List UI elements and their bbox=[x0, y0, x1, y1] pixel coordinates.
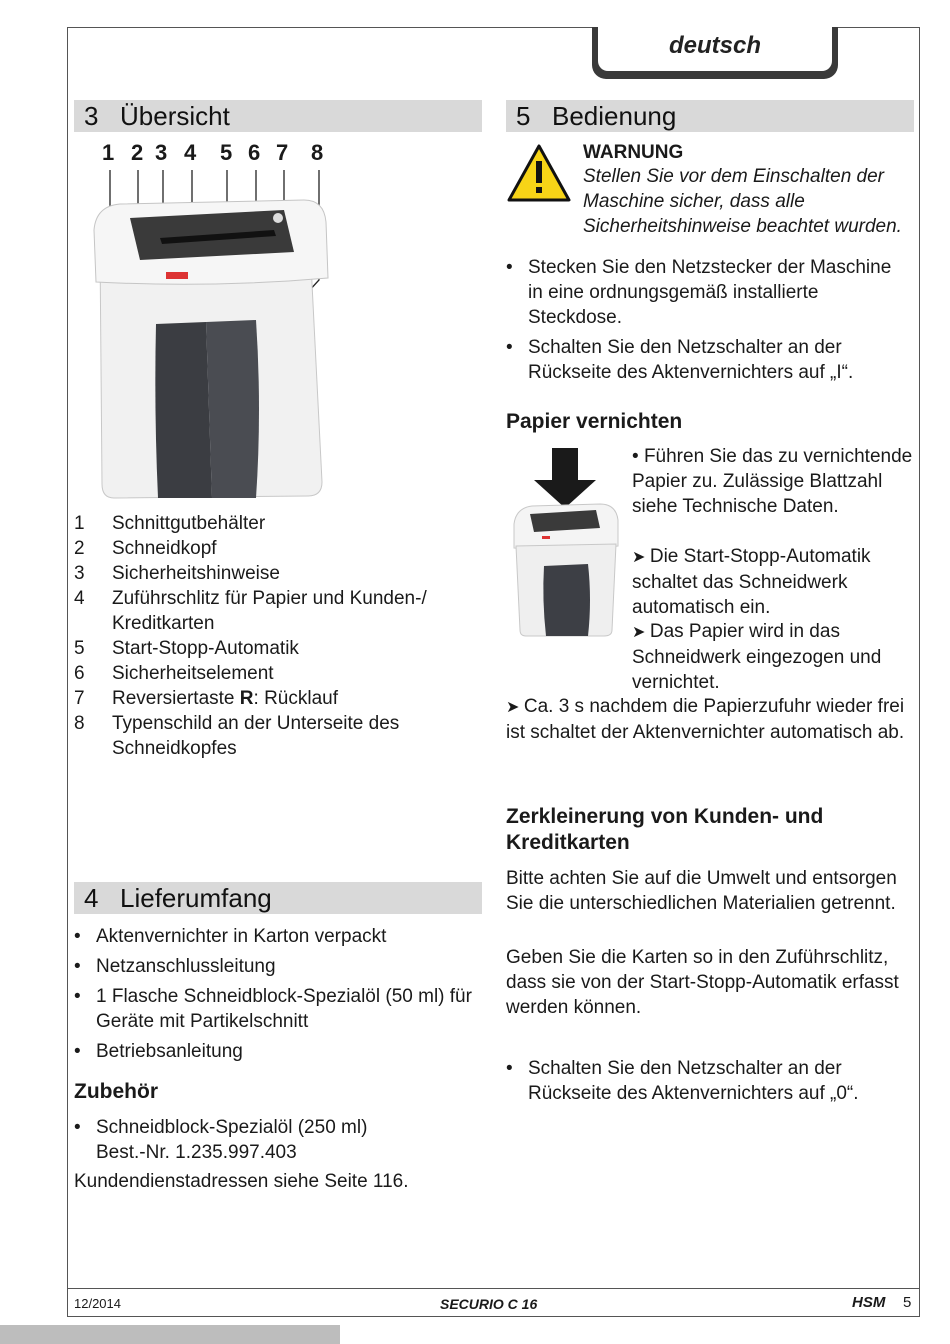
shredder-illustration bbox=[74, 160, 354, 500]
accessories-list bbox=[74, 1115, 404, 1170]
shred-result-2 bbox=[632, 619, 914, 695]
language-label: deutsch bbox=[598, 27, 832, 71]
shred-result-1-text: Die Start-Stopp-Automatik schaltet das Schneidwerk automatisch ein. bbox=[632, 546, 871, 618]
list-item bbox=[74, 561, 474, 586]
item-number: 4 bbox=[74, 588, 85, 609]
warning-label: WARNUNG bbox=[583, 142, 684, 163]
section-overview-heading bbox=[74, 100, 482, 132]
item-text: Schnittgutbehälter bbox=[112, 513, 266, 534]
item-text: Sicherheitshinweise bbox=[112, 563, 280, 584]
callout-2: 2 bbox=[131, 140, 144, 165]
item-number: 6 bbox=[74, 663, 85, 684]
list-item bbox=[74, 511, 474, 536]
arrow-right-icon: ➤ bbox=[506, 699, 524, 716]
list-item bbox=[74, 661, 474, 686]
list-item bbox=[74, 636, 474, 661]
item-number: 8 bbox=[74, 713, 85, 734]
list-item bbox=[74, 711, 474, 761]
footer-gray-bar bbox=[0, 1325, 340, 1344]
shred-step bbox=[632, 444, 914, 519]
shred-result-2-text: Das Papier wird in das Schneidwerk eingezogen und vernichtet. bbox=[632, 621, 882, 693]
list-item: • Betriebsanleitung bbox=[74, 1039, 484, 1064]
list-item: • Stecken Sie den Netzstecker der Maschine in eine ordnungsgemäß installierte Steckdose. bbox=[506, 255, 910, 330]
list-item: • 1 Flasche Schneidblock-Spezialöl (50 ml) für Geräte mit Partikelschnitt bbox=[74, 984, 484, 1034]
section-number: 4 bbox=[84, 883, 99, 913]
item-number: 7 bbox=[74, 688, 85, 709]
item-text-post: : Rücklauf bbox=[253, 688, 338, 709]
bullet-glyph: • bbox=[632, 446, 644, 467]
section-number: 3 bbox=[84, 101, 99, 131]
item-number: 5 bbox=[74, 638, 85, 659]
callout-3: 3 bbox=[155, 140, 168, 165]
shred-result-1 bbox=[632, 544, 914, 620]
section-title: Lieferumfang bbox=[120, 883, 272, 913]
cards-text-1: Bitte achten Sie auf die Umwelt und entsorgen Sie die unterschiedlichen Materialien getrennt. bbox=[506, 868, 897, 914]
arrow-right-icon: ➤ bbox=[632, 624, 650, 641]
warning-text: Stellen Sie vor dem Einschalten der Maschine sicher, dass alle Sicherheitshinweise beachtet wurden. bbox=[583, 166, 902, 237]
item-text-pre: Reversiertaste bbox=[112, 688, 240, 709]
cards-heading: Zerkleinerung von Kunden- und Kreditkarten bbox=[506, 805, 824, 854]
item-text: Schneidkopf bbox=[112, 538, 217, 559]
callout-4: 4 bbox=[184, 140, 197, 165]
list-item: • Aktenvernichter in Karton verpackt bbox=[74, 924, 484, 949]
list-item bbox=[74, 536, 474, 561]
list-item: • Netzanschlussleitung bbox=[74, 954, 484, 979]
shred-result-3 bbox=[506, 694, 914, 745]
arrow-right-icon: ➤ bbox=[632, 549, 650, 566]
accessories-heading: Zubehör bbox=[74, 1080, 158, 1103]
warning-icon bbox=[506, 143, 572, 203]
list-item bbox=[74, 586, 474, 636]
section-scope-heading bbox=[74, 882, 482, 914]
cards-text-2: Geben Sie die Karten so in den Zuführschlitz, dass sie von der Start-Stopp-Automatik erfasst werden können. bbox=[506, 947, 899, 1018]
shred-step-text: Führen Sie das zu vernichtende Papier zu. Zulässige Blattzahl siehe Technische Daten. bbox=[632, 446, 913, 517]
item-number: 2 bbox=[74, 538, 85, 559]
callout-6: 6 bbox=[248, 140, 261, 165]
scope-list bbox=[74, 924, 484, 1069]
item-text: Sicherheitselement bbox=[112, 663, 274, 684]
list-item: • Schalten Sie den Netzschalter an der Rückseite des Aktenvernichters auf „0“. bbox=[506, 1056, 910, 1106]
service-note: Kundendienstadressen siehe Seite 116. bbox=[74, 1171, 409, 1192]
item-text bbox=[112, 686, 338, 711]
off-step-list bbox=[506, 1056, 910, 1111]
section-title: Bedienung bbox=[552, 101, 677, 131]
callout-8: 8 bbox=[311, 140, 324, 165]
footer-brand-logo: HSM bbox=[852, 1294, 886, 1311]
item-number: 3 bbox=[74, 563, 85, 584]
list-item: • Schneidblock-Spezialöl (250 ml) Best.-Nr. 1.235.997.403 bbox=[74, 1115, 404, 1165]
callout-7: 7 bbox=[276, 140, 289, 165]
section-operation-heading bbox=[506, 100, 914, 132]
callout-5: 5 bbox=[220, 140, 233, 165]
list-item bbox=[74, 686, 474, 711]
shred-illustration bbox=[508, 444, 624, 638]
list-item: • Schalten Sie den Netzschalter an der Rückseite des Aktenvernichters auf „I“. bbox=[506, 335, 910, 385]
item-number: 1 bbox=[74, 513, 85, 534]
footer-divider bbox=[68, 1288, 920, 1289]
footer-date: 12/2014 bbox=[74, 1296, 121, 1311]
section-title: Übersicht bbox=[120, 101, 230, 131]
item-text: Typenschild an der Unterseite des Schneidkopfes bbox=[112, 713, 400, 759]
footer-model: SECURIO C 16 bbox=[440, 1296, 538, 1312]
item-text: Start-Stopp-Automatik bbox=[112, 638, 299, 659]
page-number: 5 bbox=[903, 1294, 912, 1311]
item-text: Zuführschlitz für Papier und Kunden-/ Kreditkarten bbox=[112, 588, 427, 634]
section-number: 5 bbox=[516, 101, 531, 131]
item-text-bold: R bbox=[239, 688, 254, 709]
shred-heading: Papier vernichten bbox=[506, 410, 683, 433]
callout-1: 1 bbox=[102, 140, 115, 165]
overview-list bbox=[74, 511, 474, 761]
shred-result-3-text: Ca. 3 s nachdem die Papierzufuhr wieder frei ist schaltet der Aktenvernichter automatisch ab. bbox=[506, 696, 905, 743]
operation-steps bbox=[506, 255, 910, 390]
